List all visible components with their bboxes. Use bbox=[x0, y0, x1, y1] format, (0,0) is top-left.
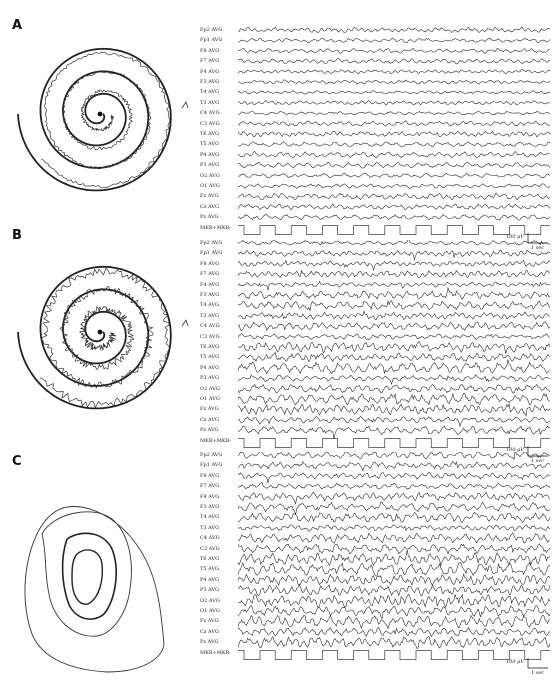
eeg-channel-trace bbox=[238, 70, 550, 74]
eeg-channel-trace bbox=[238, 111, 550, 115]
eeg-channel-trace bbox=[238, 426, 550, 439]
channel-label: Fp1 AVG bbox=[200, 37, 223, 44]
eeg-channel-trace bbox=[238, 214, 550, 220]
eeg-channel-trace bbox=[238, 375, 550, 384]
channel-label: F7 AVG bbox=[200, 483, 220, 490]
eeg-channel-trace bbox=[238, 38, 550, 43]
eeg-channel-trace bbox=[238, 502, 550, 515]
patient-trace bbox=[25, 507, 164, 673]
channel-label: MKR+MKR- bbox=[200, 437, 232, 444]
eeg-channel-trace bbox=[238, 452, 550, 460]
patient-trace bbox=[63, 533, 117, 619]
channel-label: T4 AVG bbox=[200, 89, 220, 96]
eeg-channel-trace bbox=[238, 574, 550, 585]
eeg-trace-block bbox=[200, 452, 552, 694]
spiral-drawing bbox=[12, 22, 202, 222]
eeg-channel-trace bbox=[238, 525, 550, 531]
channel-label: Fp2 AVG bbox=[200, 452, 223, 458]
channel-label: T4 AVG bbox=[200, 514, 220, 521]
scale-amplitude-label: 100 μV bbox=[506, 234, 524, 240]
panel-b bbox=[0, 228, 560, 464]
eeg-channel-trace bbox=[238, 301, 550, 311]
eeg-traces bbox=[238, 240, 554, 482]
channel-label: Fp1 AVG bbox=[200, 462, 223, 469]
eeg-channel-trace bbox=[238, 404, 550, 416]
channel-label: T3 AVG bbox=[200, 524, 220, 531]
scale-time-label: 1 sec bbox=[531, 245, 545, 251]
eeg-channel-trace bbox=[238, 563, 550, 577]
channel-label: C3 AVG bbox=[200, 545, 220, 552]
channel-label: F7 AVG bbox=[200, 271, 220, 278]
eeg-channel-trace bbox=[238, 512, 550, 522]
eeg-channel-trace bbox=[238, 184, 550, 189]
eeg-channel-trace bbox=[238, 59, 550, 65]
channel-label: F8 AVG bbox=[200, 260, 220, 267]
channel-label: MKR+MKR- bbox=[200, 649, 232, 656]
eeg-channel-trace bbox=[238, 627, 550, 636]
channel-label: P4 AVG bbox=[200, 576, 220, 583]
channel-label: T3 AVG bbox=[200, 99, 220, 106]
spiral-center-dot bbox=[98, 112, 103, 117]
channel-label: C3 AVG bbox=[200, 120, 220, 127]
channel-label: T6 AVG bbox=[200, 344, 220, 350]
eeg-channel-trace bbox=[238, 260, 550, 270]
channel-label: O2 AVG bbox=[200, 385, 220, 392]
eeg-channel-trace bbox=[238, 473, 550, 484]
channel-label: F8 AVG bbox=[200, 47, 220, 54]
channel-label: F4 AVG bbox=[200, 493, 220, 500]
eeg-trace-block bbox=[200, 240, 552, 482]
eeg-channel-trace bbox=[238, 80, 550, 84]
channel-label: Cz AVG bbox=[200, 416, 220, 423]
channel-label: C4 AVG bbox=[200, 110, 220, 117]
eeg-channel-trace bbox=[238, 544, 550, 554]
panel-letter: C bbox=[12, 454, 22, 469]
channel-label: C4 AVG bbox=[200, 535, 220, 542]
channel-label: Fz AVG bbox=[200, 193, 219, 200]
pen-start-mark bbox=[182, 102, 188, 108]
channel-label: T5 AVG bbox=[200, 354, 220, 361]
eeg-channel-trace bbox=[238, 461, 550, 471]
channel-label: T6 AVG bbox=[200, 556, 220, 562]
eeg-channel-trace bbox=[238, 342, 550, 354]
channel-label: F8 AVG bbox=[200, 472, 220, 479]
eeg-channel-trace bbox=[238, 91, 550, 95]
channel-label: C4 AVG bbox=[200, 323, 220, 330]
channel-label: T3 AVG bbox=[200, 312, 220, 319]
eeg-channel-trace bbox=[238, 173, 550, 178]
eeg-channel-trace bbox=[238, 636, 550, 648]
eeg-channel-trace bbox=[238, 311, 550, 320]
scale-time-label: 1 sec bbox=[531, 458, 545, 464]
channel-label: P3 AVG bbox=[200, 162, 220, 169]
channel-label: F4 AVG bbox=[200, 68, 220, 75]
marker-channel-trace bbox=[238, 439, 550, 448]
channel-label: Pz AVG bbox=[200, 427, 219, 434]
channel-label: Cz AVG bbox=[200, 628, 220, 635]
eeg-channel-trace bbox=[238, 288, 550, 300]
channel-label: Fp1 AVG bbox=[200, 250, 223, 257]
channel-label: Pz AVG bbox=[200, 639, 219, 646]
eeg-channel-trace bbox=[238, 250, 550, 260]
eeg-channel-trace bbox=[238, 352, 550, 361]
channel-label: T5 AVG bbox=[200, 566, 220, 573]
panel-letter: B bbox=[12, 228, 22, 243]
scale-amplitude-label: 100 μV bbox=[506, 447, 524, 453]
eeg-traces bbox=[238, 452, 554, 694]
marker-channel-trace bbox=[238, 651, 550, 660]
channel-label: F7 AVG bbox=[200, 58, 220, 65]
eeg-channel-trace bbox=[238, 615, 550, 629]
channel-label: T6 AVG bbox=[200, 131, 220, 137]
patient-trace bbox=[72, 550, 102, 604]
channel-label: P3 AVG bbox=[200, 587, 220, 594]
eeg-channel-trace bbox=[238, 271, 550, 278]
spiral-center-dot bbox=[98, 330, 103, 335]
scale-amplitude-label: 100 μV bbox=[506, 659, 524, 665]
eeg-channel-trace bbox=[238, 550, 550, 566]
channel-label: T4 AVG bbox=[200, 302, 220, 309]
channel-label: F3 AVG bbox=[200, 504, 220, 510]
channel-label: O2 AVG bbox=[200, 597, 220, 604]
eeg-channel-trace bbox=[238, 101, 550, 106]
eeg-channel-trace bbox=[238, 152, 550, 158]
channel-label: Fz AVG bbox=[200, 406, 219, 413]
channel-label: P4 AVG bbox=[200, 364, 220, 371]
eeg-channel-trace bbox=[238, 281, 550, 290]
channel-label: Cz AVG bbox=[200, 203, 220, 210]
eeg-channel-trace bbox=[238, 121, 550, 127]
channel-label: O1 AVG bbox=[200, 183, 220, 189]
eeg-channel-trace bbox=[238, 606, 550, 620]
eeg-channel-trace bbox=[238, 492, 550, 504]
eeg-channel-trace bbox=[238, 594, 550, 607]
channel-label: P3 AVG bbox=[200, 375, 220, 382]
eeg-channel-trace bbox=[238, 385, 550, 394]
panel-letter: A bbox=[12, 18, 23, 33]
channel-label: F4 AVG bbox=[200, 281, 220, 288]
eeg-channel-trace bbox=[238, 584, 550, 596]
channel-label: C3 AVG bbox=[200, 333, 220, 340]
panel-a bbox=[0, 0, 560, 251]
pen-start-mark bbox=[182, 320, 188, 326]
eeg-channel-trace bbox=[238, 322, 550, 331]
eeg-channel-trace bbox=[238, 142, 550, 147]
channel-label: Pz AVG bbox=[200, 214, 219, 221]
channel-label: Fp2 AVG bbox=[200, 27, 223, 33]
eeg-channel-trace bbox=[238, 240, 550, 245]
eeg-channel-trace bbox=[238, 533, 550, 543]
channel-label: F3 AVG bbox=[200, 292, 220, 298]
spiral-drawing bbox=[12, 474, 202, 674]
patient-trace bbox=[42, 512, 131, 636]
scale-time-label: 1 sec bbox=[531, 670, 545, 676]
channel-label: P4 AVG bbox=[200, 151, 220, 158]
eeg-channel-trace bbox=[238, 393, 550, 405]
eeg-channel-trace bbox=[238, 416, 550, 426]
eeg-channel-trace bbox=[238, 204, 550, 210]
eeg-channel-trace bbox=[238, 27, 550, 32]
channel-label: F3 AVG bbox=[200, 79, 220, 85]
spiral-drawing bbox=[12, 240, 202, 440]
channel-label: MKR+MKR- bbox=[200, 224, 232, 231]
panel-c bbox=[0, 452, 560, 700]
eeg-channel-trace bbox=[238, 482, 550, 489]
channel-label: O2 AVG bbox=[200, 172, 220, 179]
channel-label: Fz AVG bbox=[200, 618, 219, 625]
eeg-channel-trace bbox=[238, 193, 550, 200]
eeg-channel-trace bbox=[238, 360, 550, 374]
channel-label: O1 AVG bbox=[200, 396, 220, 402]
eeg-channel-trace bbox=[238, 334, 550, 340]
template-spiral bbox=[18, 267, 171, 409]
eeg-channel-trace bbox=[238, 131, 550, 137]
channel-label: T5 AVG bbox=[200, 141, 220, 148]
eeg-channel-trace bbox=[238, 48, 550, 53]
eeg-channel-trace bbox=[238, 162, 550, 168]
channel-label: Fp2 AVG bbox=[200, 240, 223, 246]
channel-label: O1 AVG bbox=[200, 608, 220, 614]
